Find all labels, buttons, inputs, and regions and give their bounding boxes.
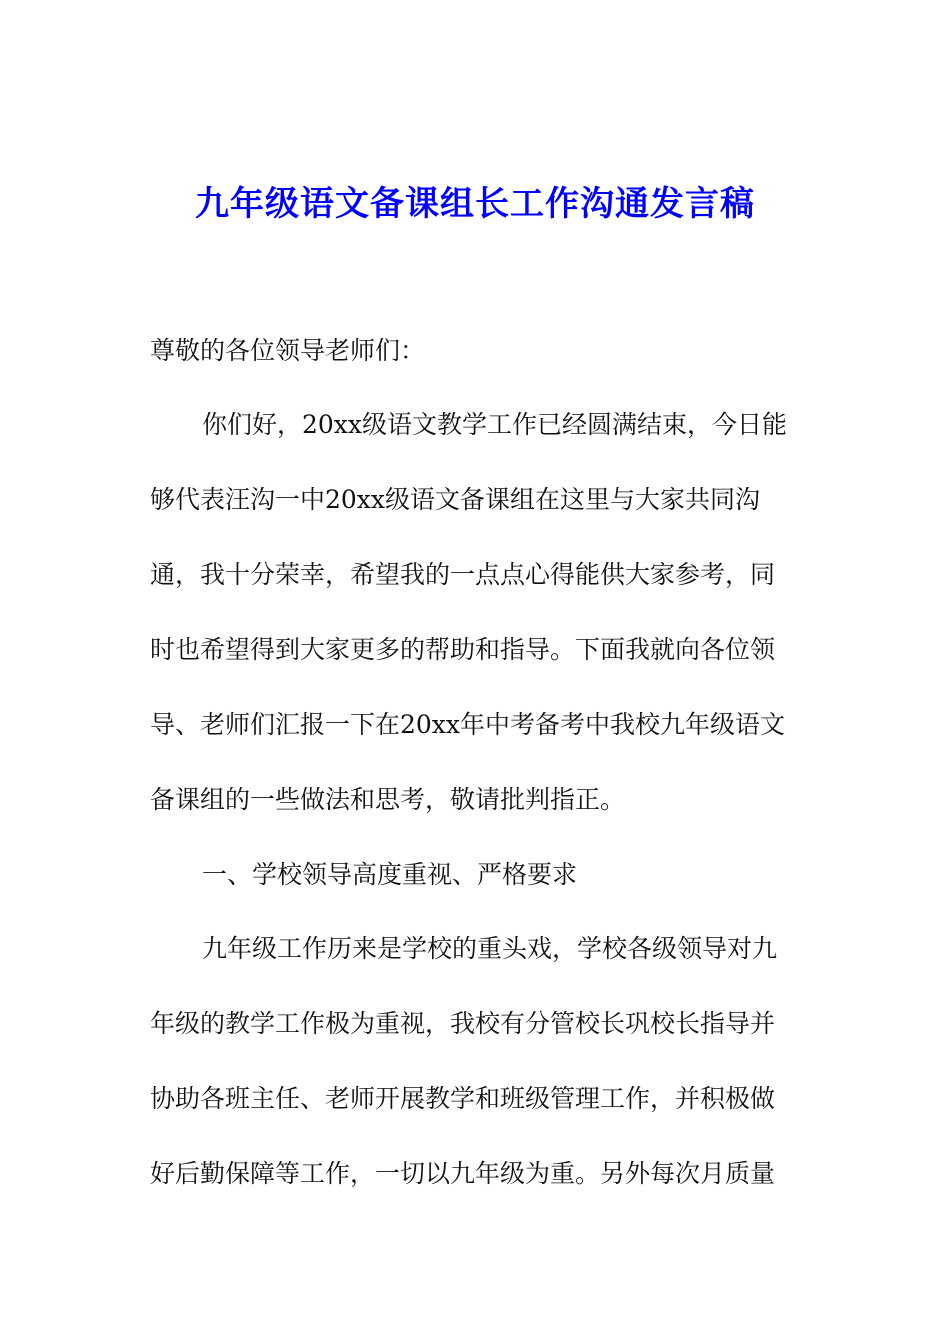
body-line: 通，我十分荣幸，希望我的一点点心得能供大家参考，同 <box>150 560 776 589</box>
body-line: 协助各班主任、老师开展教学和班级管理工作，并积极做 <box>150 1084 776 1113</box>
body-line: 导、老师们汇报一下在20xx年中考备考中我校九年级语文 <box>150 710 786 739</box>
body-line: 九年级工作历来是学校的重头戏，学校各级领导对九 <box>202 934 778 963</box>
body-line: 你们好，20xx级语文教学工作已经圆满结束，今日能 <box>202 410 788 439</box>
section-heading: 一、学校领导高度重视、严格要求 <box>202 860 578 889</box>
body-line: 备课组的一些做法和思考，敬请批判指正。 <box>150 785 626 814</box>
body-line: 年级的教学工作极为重视，我校有分管校长巩校长指导并 <box>150 1009 776 1038</box>
body-line: 够代表汪沟一中20xx级语文备课组在这里与大家共同沟 <box>150 485 761 514</box>
document-title: 九年级语文备课组长工作沟通发言稿 <box>195 184 755 224</box>
greeting-line: 尊敬的各位领导老师们： <box>150 336 426 365</box>
body-line: 好后勤保障等工作，一切以九年级为重。另外每次月质量 <box>150 1159 776 1188</box>
body-line: 时也希望得到大家更多的帮助和指导。下面我就向各位领 <box>150 635 776 664</box>
